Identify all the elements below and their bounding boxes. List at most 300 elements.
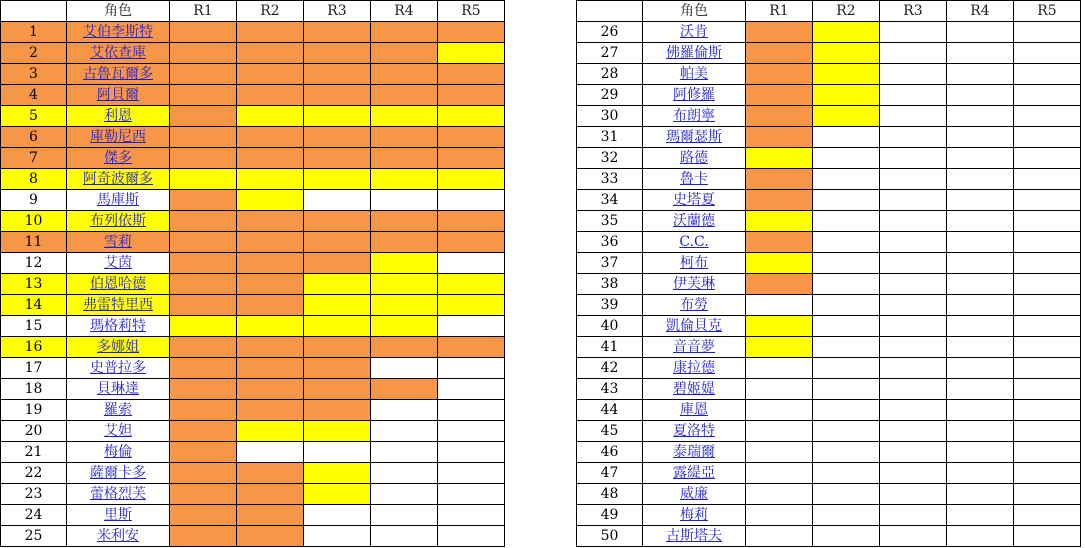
character-name-link[interactable]: 佛羅倫斯 <box>666 45 722 61</box>
row-number: 8 <box>1 169 67 190</box>
character-row <box>1 274 505 295</box>
character-name-link[interactable]: 布列依斯 <box>90 213 146 229</box>
round-2-cell <box>237 169 304 190</box>
character-name-link[interactable]: 布勞 <box>680 297 708 313</box>
character-row <box>1 106 505 127</box>
row-number: 32 <box>577 148 643 169</box>
header-row <box>577 1 1081 22</box>
character-name-link[interactable]: 路德 <box>680 150 708 166</box>
round-5-cell <box>1014 442 1081 463</box>
character-name-link[interactable]: 馬庫斯 <box>97 192 139 208</box>
character-name-link[interactable]: 柯布 <box>680 255 708 271</box>
round-4-cell <box>947 316 1014 337</box>
round-1-cell <box>746 85 813 106</box>
character-name-link[interactable]: 沃蘭德 <box>673 213 715 229</box>
character-name-cell <box>67 253 170 274</box>
round-4-cell <box>947 358 1014 379</box>
character-name-link[interactable]: 梅莉 <box>680 507 708 523</box>
character-name-cell <box>643 484 746 505</box>
round-3-cell <box>304 484 371 505</box>
row-number: 44 <box>577 400 643 421</box>
round-2-cell <box>813 379 880 400</box>
round-1-cell <box>170 211 237 232</box>
character-row <box>577 232 1081 253</box>
row-number: 17 <box>1 358 67 379</box>
round-3-cell <box>880 148 947 169</box>
character-name-cell <box>67 526 170 547</box>
character-name-cell <box>67 295 170 316</box>
round-1-cell <box>746 43 813 64</box>
character-name-cell <box>643 85 746 106</box>
row-number: 41 <box>577 337 643 358</box>
character-row <box>577 295 1081 316</box>
character-name-link[interactable]: 魯卡 <box>680 171 708 187</box>
round-1-cell <box>170 232 237 253</box>
row-number: 29 <box>577 85 643 106</box>
round-2-cell <box>237 421 304 442</box>
character-name-link[interactable]: 帕美 <box>680 66 708 82</box>
roster-body-right <box>577 1 1081 547</box>
round-5-cell <box>438 337 505 358</box>
round-2-cell <box>237 484 304 505</box>
round-1-cell <box>170 106 237 127</box>
row-number: 14 <box>1 295 67 316</box>
round-3-cell <box>880 421 947 442</box>
round-3-cell <box>880 484 947 505</box>
round-4-cell <box>947 106 1014 127</box>
character-row <box>577 64 1081 85</box>
round-5-cell <box>1014 274 1081 295</box>
round-3-cell <box>880 526 947 547</box>
round-3-cell <box>880 274 947 295</box>
round-1-cell <box>170 64 237 85</box>
round-2-cell <box>237 463 304 484</box>
row-number: 36 <box>577 232 643 253</box>
character-name-link[interactable]: 伯恩哈德 <box>90 276 146 292</box>
round-2-cell <box>813 148 880 169</box>
round-3-cell <box>880 253 947 274</box>
row-number: 25 <box>1 526 67 547</box>
character-name-link[interactable]: 音音夢 <box>673 339 715 355</box>
character-name-link[interactable]: 古斯塔夫 <box>666 528 722 544</box>
round-3-cell <box>304 400 371 421</box>
round-5-cell <box>438 211 505 232</box>
round-3-cell <box>304 442 371 463</box>
row-number: 9 <box>1 190 67 211</box>
round-3-cell <box>880 232 947 253</box>
round-4-cell <box>371 316 438 337</box>
character-name-cell <box>67 232 170 253</box>
round-5-cell <box>1014 526 1081 547</box>
round-2-cell <box>813 421 880 442</box>
round-5-cell <box>438 400 505 421</box>
character-row <box>577 211 1081 232</box>
row-number: 4 <box>1 85 67 106</box>
character-name-cell <box>643 274 746 295</box>
character-name-link[interactable]: 泰瑞爾 <box>673 444 715 460</box>
row-number: 22 <box>1 463 67 484</box>
row-number: 43 <box>577 379 643 400</box>
character-row <box>1 253 505 274</box>
row-number: 2 <box>1 43 67 64</box>
round-1-cell <box>170 442 237 463</box>
round-5-cell <box>438 148 505 169</box>
round-2-cell <box>813 85 880 106</box>
row-number: 30 <box>577 106 643 127</box>
round-1-cell <box>746 505 813 526</box>
round-1-cell <box>746 106 813 127</box>
round-5-cell <box>1014 211 1081 232</box>
character-row <box>1 526 505 547</box>
round-2-cell <box>813 337 880 358</box>
character-name-link[interactable]: 阿修羅 <box>673 87 715 103</box>
round-4-cell <box>371 358 438 379</box>
round-3-cell <box>304 358 371 379</box>
character-name-cell <box>67 64 170 85</box>
character-name-cell <box>643 22 746 43</box>
character-name-link[interactable]: 伊芙琳 <box>673 276 715 292</box>
round-1-cell <box>170 85 237 106</box>
header-r3: R3 <box>880 1 947 22</box>
round-1-cell <box>170 358 237 379</box>
round-5-cell <box>1014 253 1081 274</box>
character-row <box>577 22 1081 43</box>
round-1-cell <box>746 379 813 400</box>
round-2-cell <box>813 127 880 148</box>
round-1-cell <box>170 148 237 169</box>
row-number: 31 <box>577 127 643 148</box>
round-5-cell <box>1014 484 1081 505</box>
round-1-cell <box>170 316 237 337</box>
round-5-cell <box>1014 463 1081 484</box>
character-name-link[interactable]: 蕾格烈芙 <box>90 486 146 502</box>
row-number: 23 <box>1 484 67 505</box>
round-4-cell <box>371 232 438 253</box>
row-number: 10 <box>1 211 67 232</box>
row-number: 38 <box>577 274 643 295</box>
character-row <box>1 463 505 484</box>
row-number: 6 <box>1 127 67 148</box>
header-r5: R5 <box>438 1 505 22</box>
round-2-cell <box>237 211 304 232</box>
character-name-link[interactable]: 梅倫 <box>104 444 132 460</box>
round-4-cell <box>371 190 438 211</box>
round-1-cell <box>746 421 813 442</box>
row-number: 16 <box>1 337 67 358</box>
round-1-cell <box>746 22 813 43</box>
round-2-cell <box>237 106 304 127</box>
row-number: 11 <box>1 232 67 253</box>
round-5-cell <box>438 442 505 463</box>
character-row <box>1 190 505 211</box>
character-name-cell <box>67 316 170 337</box>
character-name-link[interactable]: 里斯 <box>104 507 132 523</box>
character-row <box>577 463 1081 484</box>
character-row <box>577 253 1081 274</box>
character-name-cell <box>643 442 746 463</box>
round-2-cell <box>237 127 304 148</box>
round-1-cell <box>746 64 813 85</box>
round-4-cell <box>371 127 438 148</box>
row-number: 47 <box>577 463 643 484</box>
character-name-cell <box>67 127 170 148</box>
round-3-cell <box>304 379 371 400</box>
row-number: 13 <box>1 274 67 295</box>
character-row <box>1 505 505 526</box>
character-name-link[interactable]: 多娜姐 <box>97 339 139 355</box>
round-4-cell <box>947 232 1014 253</box>
round-5-cell <box>1014 337 1081 358</box>
character-name-link[interactable]: 羅索 <box>104 402 132 418</box>
character-name-link[interactable]: 庫勒尼西 <box>90 129 146 145</box>
character-name-link[interactable]: 米利安 <box>97 528 139 544</box>
character-row <box>1 169 505 190</box>
round-3-cell <box>304 337 371 358</box>
character-name-cell <box>643 106 746 127</box>
round-1-cell <box>170 526 237 547</box>
round-4-cell <box>947 484 1014 505</box>
round-5-cell <box>438 379 505 400</box>
round-5-cell <box>1014 232 1081 253</box>
round-4-cell <box>371 148 438 169</box>
character-row <box>1 400 505 421</box>
round-3-cell <box>880 400 947 421</box>
round-4-cell <box>371 400 438 421</box>
character-row <box>1 232 505 253</box>
round-1-cell <box>170 43 237 64</box>
round-3-cell <box>880 295 947 316</box>
character-name-link[interactable]: 瑪爾瑟斯 <box>666 129 722 145</box>
character-name-link[interactable]: 庫恩 <box>680 402 708 418</box>
round-5-cell <box>1014 22 1081 43</box>
round-5-cell <box>438 43 505 64</box>
round-2-cell <box>813 22 880 43</box>
round-3-cell <box>880 316 947 337</box>
round-4-cell <box>371 337 438 358</box>
round-5-cell <box>1014 127 1081 148</box>
round-5-cell <box>1014 190 1081 211</box>
character-name-link[interactable]: 利恩 <box>104 108 132 124</box>
character-name-link[interactable]: 布朗寧 <box>673 108 715 124</box>
round-4-cell <box>947 64 1014 85</box>
character-name-link[interactable]: 艾茵 <box>104 255 132 271</box>
character-row <box>577 190 1081 211</box>
character-name-cell <box>67 85 170 106</box>
round-4-cell <box>947 253 1014 274</box>
round-3-cell <box>880 337 947 358</box>
character-name-link[interactable]: 阿貝爾 <box>97 87 139 103</box>
row-number: 19 <box>1 400 67 421</box>
round-2-cell <box>813 43 880 64</box>
header-r5: R5 <box>1014 1 1081 22</box>
character-name-cell <box>643 148 746 169</box>
row-number: 15 <box>1 316 67 337</box>
round-3-cell <box>880 463 947 484</box>
round-1-cell <box>746 295 813 316</box>
character-name-link[interactable]: 弗雷特里西 <box>83 297 153 313</box>
round-1-cell <box>746 127 813 148</box>
character-name-link[interactable]: 艾妲 <box>104 423 132 439</box>
character-name-link[interactable]: 凱倫貝克 <box>666 318 722 334</box>
row-number: 7 <box>1 148 67 169</box>
round-2-cell <box>237 316 304 337</box>
round-5-cell <box>438 232 505 253</box>
round-2-cell <box>813 106 880 127</box>
round-1-cell <box>170 463 237 484</box>
round-2-cell <box>237 190 304 211</box>
row-number: 50 <box>577 526 643 547</box>
character-row <box>1 43 505 64</box>
round-3-cell <box>304 148 371 169</box>
round-4-cell <box>371 274 438 295</box>
round-4-cell <box>371 295 438 316</box>
round-4-cell <box>947 211 1014 232</box>
round-1-cell <box>746 358 813 379</box>
character-name-link[interactable]: 威廉 <box>680 486 708 502</box>
round-3-cell <box>304 526 371 547</box>
round-1-cell <box>746 232 813 253</box>
round-1-cell <box>746 337 813 358</box>
round-2-cell <box>813 400 880 421</box>
round-5-cell <box>438 295 505 316</box>
round-5-cell <box>1014 85 1081 106</box>
character-name-cell <box>643 127 746 148</box>
row-number: 40 <box>577 316 643 337</box>
row-number: 33 <box>577 169 643 190</box>
row-number: 24 <box>1 505 67 526</box>
character-name-link[interactable]: 史塔夏 <box>673 192 715 208</box>
round-3-cell <box>304 463 371 484</box>
round-4-cell <box>947 400 1014 421</box>
character-row <box>577 127 1081 148</box>
round-5-cell <box>438 274 505 295</box>
character-name-cell <box>67 337 170 358</box>
character-row <box>577 505 1081 526</box>
character-name-link[interactable]: 史普拉多 <box>90 360 146 376</box>
round-4-cell <box>371 463 438 484</box>
row-number: 39 <box>577 295 643 316</box>
character-name-link[interactable]: 艾依查庫 <box>90 45 146 61</box>
character-row <box>1 127 505 148</box>
row-number: 18 <box>1 379 67 400</box>
round-5-cell <box>438 253 505 274</box>
round-1-cell <box>170 400 237 421</box>
round-3-cell <box>880 505 947 526</box>
round-1-cell <box>170 253 237 274</box>
character-row <box>1 64 505 85</box>
round-5-cell <box>438 169 505 190</box>
character-name-cell <box>67 43 170 64</box>
character-name-link[interactable]: 貝琳達 <box>97 381 139 397</box>
character-name-link[interactable]: 傑多 <box>104 150 132 166</box>
round-2-cell <box>237 85 304 106</box>
character-row <box>577 526 1081 547</box>
character-row <box>1 358 505 379</box>
round-1-cell <box>746 484 813 505</box>
round-3-cell <box>880 190 947 211</box>
character-name-cell <box>643 526 746 547</box>
round-4-cell <box>371 442 438 463</box>
character-name-cell <box>67 379 170 400</box>
round-3-cell <box>304 253 371 274</box>
round-2-cell <box>237 22 304 43</box>
round-4-cell <box>947 85 1014 106</box>
round-4-cell <box>947 421 1014 442</box>
round-1-cell <box>746 400 813 421</box>
character-name-link[interactable]: 沃肯 <box>680 24 708 40</box>
character-name-link[interactable]: 露緹亞 <box>673 465 715 481</box>
round-2-cell <box>813 64 880 85</box>
character-name-link[interactable]: 夏洛特 <box>673 423 715 439</box>
round-4-cell <box>947 505 1014 526</box>
character-name-cell <box>67 421 170 442</box>
round-4-cell <box>371 379 438 400</box>
round-2-cell <box>813 253 880 274</box>
round-5-cell <box>1014 358 1081 379</box>
character-row <box>577 442 1081 463</box>
round-3-cell <box>304 64 371 85</box>
round-4-cell <box>371 85 438 106</box>
header-num <box>1 1 67 22</box>
round-1-cell <box>746 190 813 211</box>
character-name-link[interactable]: 薩爾卡多 <box>90 465 146 481</box>
character-name-cell <box>643 316 746 337</box>
character-name-cell <box>67 442 170 463</box>
character-row <box>577 400 1081 421</box>
character-name-link[interactable]: 碧姬媞 <box>673 381 715 397</box>
character-name-link[interactable]: C.C. <box>679 234 709 250</box>
round-3-cell <box>880 169 947 190</box>
round-5-cell <box>438 463 505 484</box>
round-1-cell <box>170 169 237 190</box>
round-1-cell <box>746 526 813 547</box>
row-number: 26 <box>577 22 643 43</box>
character-row <box>1 484 505 505</box>
round-1-cell <box>746 169 813 190</box>
round-2-cell <box>237 148 304 169</box>
round-1-cell <box>170 379 237 400</box>
character-name-link[interactable]: 艾伯李斯特 <box>83 24 153 40</box>
header-r4: R4 <box>371 1 438 22</box>
round-3-cell <box>304 85 371 106</box>
round-3-cell <box>880 43 947 64</box>
round-4-cell <box>371 169 438 190</box>
round-1-cell <box>746 253 813 274</box>
round-2-cell <box>813 316 880 337</box>
round-2-cell <box>237 64 304 85</box>
character-name-link[interactable]: 雪莉 <box>104 234 132 250</box>
character-row <box>577 85 1081 106</box>
character-name-link[interactable]: 瑪格莉特 <box>90 318 146 334</box>
round-1-cell <box>170 22 237 43</box>
character-name-cell <box>67 148 170 169</box>
round-2-cell <box>813 463 880 484</box>
character-name-cell <box>643 232 746 253</box>
character-name-cell <box>67 358 170 379</box>
character-name-link[interactable]: 古魯瓦爾多 <box>83 66 153 82</box>
character-row <box>577 484 1081 505</box>
character-row <box>1 148 505 169</box>
header-r1: R1 <box>170 1 237 22</box>
character-name-link[interactable]: 阿奇波爾多 <box>83 171 153 187</box>
character-name-link[interactable]: 康拉德 <box>673 360 715 376</box>
round-5-cell <box>438 190 505 211</box>
row-number: 45 <box>577 421 643 442</box>
round-2-cell <box>237 43 304 64</box>
character-name-cell <box>643 505 746 526</box>
round-5-cell <box>438 505 505 526</box>
round-3-cell <box>880 64 947 85</box>
